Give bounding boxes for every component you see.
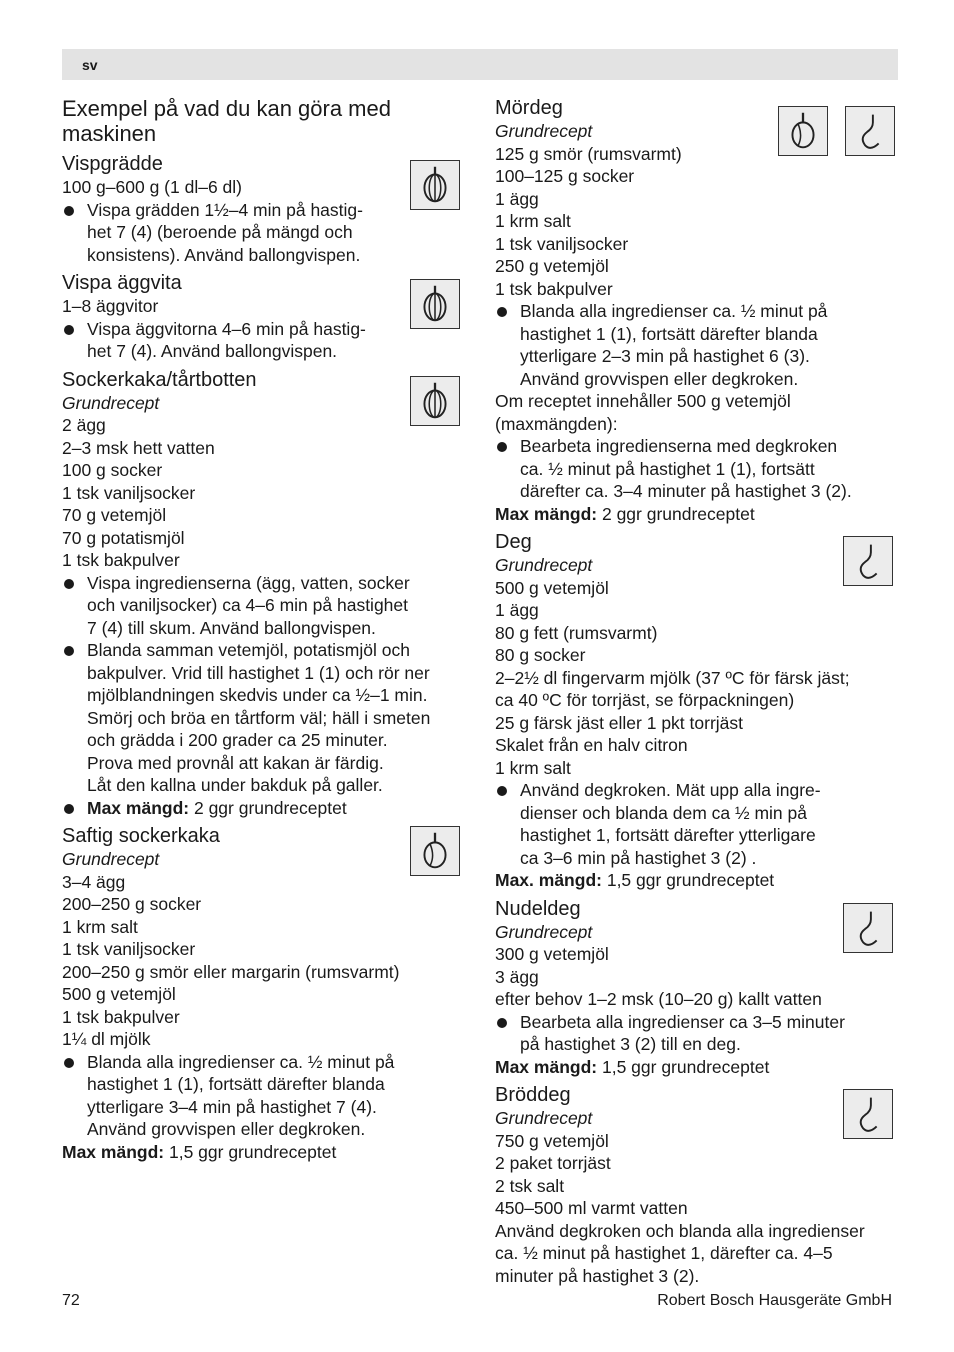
ingredient-line: 1 krm salt [62,916,138,937]
recipe-subtitle: Grundrecept [62,392,160,413]
language-code: sv [82,57,98,73]
section-heading: Vispa äggvita [62,272,182,294]
bullet-text: och vaniljsocker) ca 4–6 min på hastighet [87,595,409,615]
ingredient-line: 2–3 msk hett vatten [62,437,215,458]
bullet-text: mjölblandningen skedvis under ca ½–1 min. [87,685,428,705]
dough-hook-icon [845,106,895,156]
bullet-text: Låt den kallna under bakduk på galler. [87,775,383,795]
ingredient-line: 500 g vetemjöl [495,577,609,598]
bullet-item [62,318,464,363]
bullet-item [495,435,897,503]
bullet-text: och grädda i 200 grader ca 25 minuter. [87,730,388,750]
ingredient-line: 25 g färsk jäst eller 1 pkt torrjäst [495,712,744,733]
section-heading: Nudeldeg [495,897,581,920]
bullet-text: därefter ca. 3–4 minuter på hastighet 3 (2). [520,481,852,501]
section-heading: Bröddeg [495,1084,571,1106]
max-amount [495,1056,897,1079]
ingredient-line: 250 g vetemjöl [495,256,609,276]
bullet-text: Prova med provnål att kakan är färdig. [87,752,384,773]
max-amount-value: 1,5 ggr grundreceptet [597,1056,770,1077]
bullet-text: Blanda alla ingredienser ca. ½ minut på [87,1051,395,1072]
bullet-dot [64,1058,74,1068]
ingredient-line: 1–8 äggvitor [62,296,159,316]
ingredient-line: 200–250 g smör eller margarin (rumsvarmt) [62,961,400,982]
dough-hook-icon [843,1089,893,1139]
ingredient-line: 450–500 ml varmt vatten [495,1198,688,1218]
bullet-text: Blanda samman vetemjöl, potatismjöl och [87,640,410,660]
bullet-text: hastighet 1 (1), fortsätt därefter blanda [520,323,818,344]
ingredient-line: 2 paket torrjäst [495,1153,611,1173]
bullet-text: på hastighet 3 (2) till en deg. [520,1034,741,1054]
ingredient-line: 1 tsk bakpulver [495,278,613,299]
section-deg [495,530,897,892]
bullet-dot [64,325,74,335]
ingredient-line: efter behov 1–2 msk (10–20 g) kallt vatten [495,989,822,1009]
ingredient-line: 1 tsk vaniljsocker [495,233,629,254]
bullet-dot [64,579,74,589]
bullet-dot [64,206,74,216]
ingredient-line: 80 g socker [495,645,586,665]
bullet-dot [497,786,507,796]
ingredient-line: 300 g vetemjöl [495,944,609,964]
section-heading: Saftig sockerkaka [62,825,220,847]
bullet-item [62,572,464,640]
bullet-text: Bearbeta ingredienserna med degkroken [520,436,838,456]
ingredient-line: 750 g vetemjöl [495,1130,609,1151]
ingredient-line: 100 g–600 g (1 dl–6 dl) [62,177,242,197]
bullet-text: Använd degkroken. Mät upp alla ingre- [520,780,821,800]
section-vispgradde [62,152,464,266]
note-line: (maxmängden): [495,413,618,434]
ingredient-line: 100 g socker [62,460,163,480]
bullet-text: Bearbeta alla ingredienser ca 3–5 minuter [520,1011,845,1032]
bullet-dot [497,307,507,317]
ingredient-line: 2 ägg [62,415,106,435]
ingredient-line: 70 g potatismjöl [62,527,185,548]
ingredient-line: 2 tsk salt [495,1175,565,1196]
ingredient-line: 1¼ dl mjölk [62,1029,151,1049]
bullet-dot [64,804,74,814]
recipe-subtitle: Grundrecept [62,849,160,869]
recipe-subtitle: Grundrecept [495,1108,593,1128]
ingredient-line: 500 g vetemjöl [62,984,176,1004]
max-amount-label: Max mängd: [62,1141,165,1162]
section-vispa_aggvita [62,271,464,363]
section-heading: Sockerkaka/tårtbotten [62,368,257,391]
max-amount [62,797,464,820]
section-mordeg [495,96,897,525]
footer-company: Robert Bosch Hausgeräte GmbH [657,1292,892,1309]
bullet-text: 7 (4) till skum. Använd ballongvispen. [87,617,376,638]
bullet-text: Använd grovvispen eller degkroken. [520,368,799,389]
ingredient-line: Använd degkroken och blanda alla ingredienser [495,1220,865,1241]
mixing-beater-icon [410,826,460,876]
ingredient-line: 3 ägg [495,966,539,987]
bullet-item [495,1011,897,1056]
ingredient-line: minuter på hastighet 3 (2). [495,1265,700,1286]
whisk-icon [410,160,460,210]
max-amount-value: 1,5 ggr grundreceptet [164,1141,337,1162]
section-heading: Deg [495,531,532,553]
bullet-dot [497,442,507,452]
right-column [495,96,897,1287]
bullet-item [495,300,897,390]
bullet-text: ytterligare 3–4 min på hastighet 7 (4). [87,1096,377,1117]
bullet-text: bakpulver. Vrid till hastighet 1 (1) och rör ner [87,662,430,683]
bullet-text: konsistens). Använd ballongvispen. [87,244,361,265]
bullet-text: Använd grovvispen eller degkroken. [87,1119,366,1139]
ingredient-line: 1 tsk bakpulver [62,1006,180,1027]
ingredient-line: 1 tsk bakpulver [62,550,180,570]
ingredient-line: 3–4 ägg [62,871,126,892]
bullet-item [62,199,464,267]
ingredient-line: 200–250 g socker [62,894,202,914]
bullet-item [62,1051,464,1141]
max-amount-label: Max mängd: [495,503,598,524]
left-column [62,96,464,1163]
section-heading: Vispgrädde [62,153,163,175]
bullet-text: Blanda alla ingredienser ca. ½ minut på [520,301,828,321]
ingredient-line: ca. ½ minut på hastighet 1, därefter ca. 4–5 [495,1243,833,1263]
max-amount-label: Max mängd: [495,1056,598,1077]
ingredient-line: 1 tsk vaniljsocker [62,482,196,503]
max-amount [495,503,897,526]
section-heading: Mördeg [495,97,563,119]
ingredient-line: 1 krm salt [495,211,571,231]
bullet-text: ca 3–6 min på hastighet 3 (2) . [520,847,757,868]
bullet-text: ca. ½ minut på hastighet 1 (1), fortsätt [520,458,815,479]
bullet-text: ytterligare 2–3 min på hastighet 6 (3). [520,346,810,366]
bullet-item [62,639,464,797]
ingredient-line: 1 krm salt [495,757,571,778]
max-amount-value: 2 ggr grundreceptet [189,797,347,818]
max-amount-value: 1,5 ggr grundreceptet [601,870,775,890]
whisk-icon [410,376,460,426]
bullet-text: het 7 (4). Använd ballongvispen. [87,341,338,361]
mixing-beater-icon [778,106,828,156]
section-sockerkaka [62,368,464,820]
max-amount-label: Max mängd: [87,797,190,818]
bullet-text: Vispa äggvitorna 4–6 min på hastig- [87,318,366,339]
ingredient-line: 1 ägg [495,188,539,209]
bullet-text: het 7 (4) (beroende på mängd och [87,222,353,242]
ingredient-line: ca 40 ºC för torrjäst, se förpackningen) [495,690,795,710]
max-amount-value: 2 ggr grundreceptet [597,503,755,524]
ingredient-line: 125 g smör (rumsvarmt) [495,143,682,164]
page-number: 72 [62,1292,80,1309]
dough-hook-icon [843,536,893,586]
bullet-text: Vispa ingredienserna (ägg, vatten, socker [87,572,410,593]
ingredient-line: 80 g fett (rumsvarmt) [495,622,658,643]
recipe-subtitle: Grundrecept [495,921,593,942]
bullet-text: Smörj och bröa en tårtform väl; häll i smeten [87,707,431,728]
language-bar [62,49,898,80]
recipe-subtitle: Grundrecept [495,555,593,575]
note-line: Om receptet innehåller 500 g vetemjöl [495,391,791,411]
dough-hook-icon [843,903,893,953]
ingredient-line: 2–2½ dl fingervarm mjölk (37 ºC för färsk jäst; [495,667,850,688]
bullet-text: hastighet 1, fortsätt därefter ytterligare [520,825,816,845]
bullet-dot [497,1018,507,1028]
bullet-dot [64,646,74,656]
max-amount [495,869,897,892]
ingredient-line: 100–125 g socker [495,166,635,186]
max-amount [62,1141,464,1164]
ingredient-line: 1 tsk vaniljsocker [62,939,196,959]
page-title: Exempel på vad du kan göra med maskinen [62,96,391,146]
recipe-subtitle: Grundrecept [495,121,593,141]
section-broddeg [495,1083,897,1287]
bullet-item [495,779,897,869]
bullet-text: Vispa grädden 1½–4 min på hastig- [87,199,363,220]
bullet-text: dienser och blanda dem ca ½ min på [520,802,807,823]
section-saftig [62,824,464,1163]
whisk-icon [410,279,460,329]
ingredient-line: 70 g vetemjöl [62,505,167,525]
bullet-text: hastighet 1 (1), fortsätt därefter blanda [87,1074,385,1094]
section-nudeldeg [495,897,897,1079]
ingredient-line: Skalet från en halv citron [495,735,688,755]
ingredient-line: 1 ägg [495,600,539,620]
max-amount-label: Max. mängd: [495,870,602,890]
